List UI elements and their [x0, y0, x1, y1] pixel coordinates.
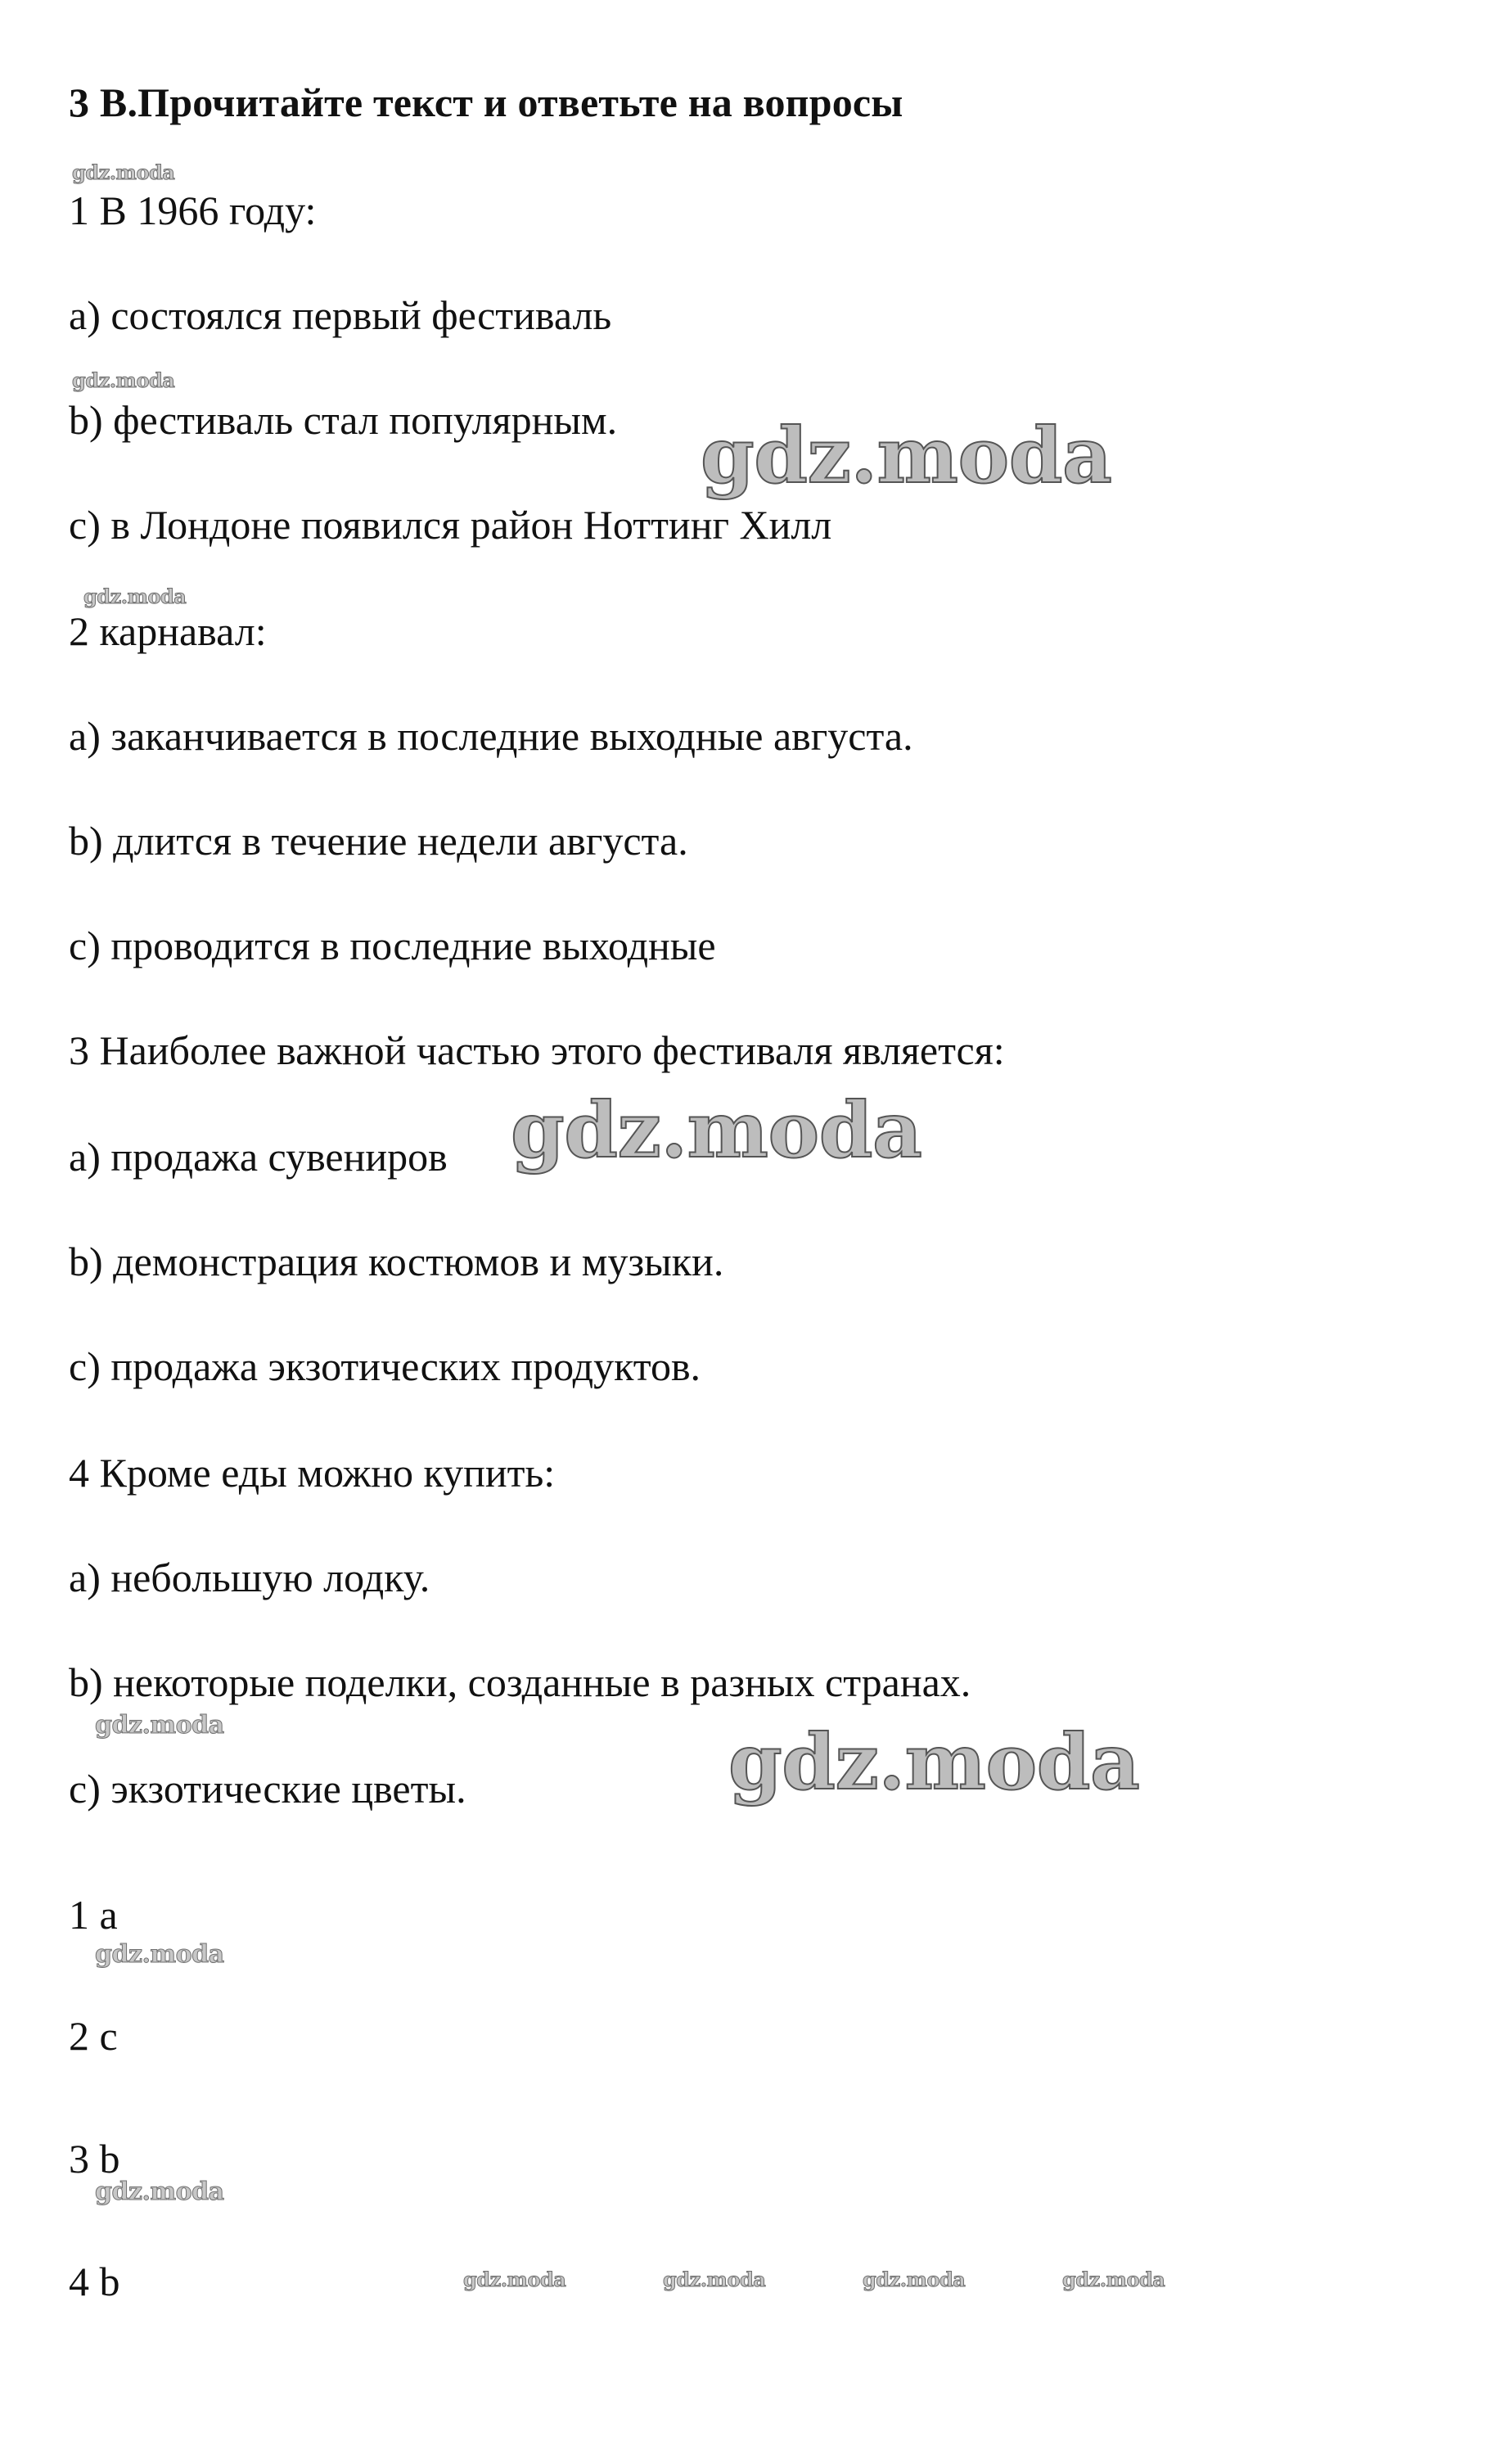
watermark: gdz.moda [1062, 2268, 1165, 2291]
question-4-option-a: a) небольшую лодку. [69, 1555, 430, 1600]
page-title: 3 B.Прочитайте текст и ответьте на вопросы [69, 79, 903, 125]
watermark: gdz.moda [95, 1940, 224, 1969]
watermark: gdz.moda [663, 2268, 766, 2291]
answer-1: 1 a [69, 1892, 118, 1938]
watermark: gdz.moda [95, 1711, 224, 1740]
question-4-option-b: b) некоторые поделки, созданные в разных странах. [69, 1659, 971, 1705]
answer-3: 3 b [69, 2136, 120, 2182]
watermark: gdz.moda [95, 2177, 224, 2206]
watermark: gdz.moda [511, 1085, 922, 1176]
question-4: 4 Кроме еды можно купить: [69, 1450, 556, 1496]
watermark: gdz.moda [83, 584, 187, 608]
watermark: gdz.moda [463, 2268, 566, 2291]
answer-2: 2 c [69, 2013, 118, 2059]
question-1-option-c: c) в Лондоне появился район Ноттинг Хилл [69, 502, 832, 548]
watermark: gdz.moda [72, 368, 175, 392]
watermark: gdz.moda [72, 160, 175, 184]
question-3-option-a: a) продажа сувениров [69, 1134, 448, 1180]
watermark: gdz.moda [701, 411, 1112, 501]
question-2-option-c: c) проводится в последние выходные [69, 923, 716, 968]
question-4-option-c: c) экзотические цветы. [69, 1766, 466, 1812]
question-1-option-a: a) состоялся первый фестиваль [69, 292, 612, 338]
question-1: 1 В 1966 году: [69, 187, 317, 233]
question-2: 2 карнавал: [69, 608, 267, 654]
question-2-option-a: a) заканчивается в последние выходные августа. [69, 713, 913, 759]
question-3-option-c: c) продажа экзотических продуктов. [69, 1343, 701, 1389]
watermark: gdz.moda [728, 1717, 1140, 1807]
watermark: gdz.moda [863, 2268, 966, 2291]
answer-4: 4 b [69, 2259, 120, 2304]
question-3: 3 Наиболее важной частью этого фестиваля является: [69, 1027, 1005, 1073]
question-3-option-b: b) демонстрация костюмов и музыки. [69, 1239, 724, 1284]
question-1-option-b: b) фестиваль стал популярным. [69, 397, 618, 443]
question-2-option-b: b) длится в течение недели августа. [69, 818, 688, 864]
